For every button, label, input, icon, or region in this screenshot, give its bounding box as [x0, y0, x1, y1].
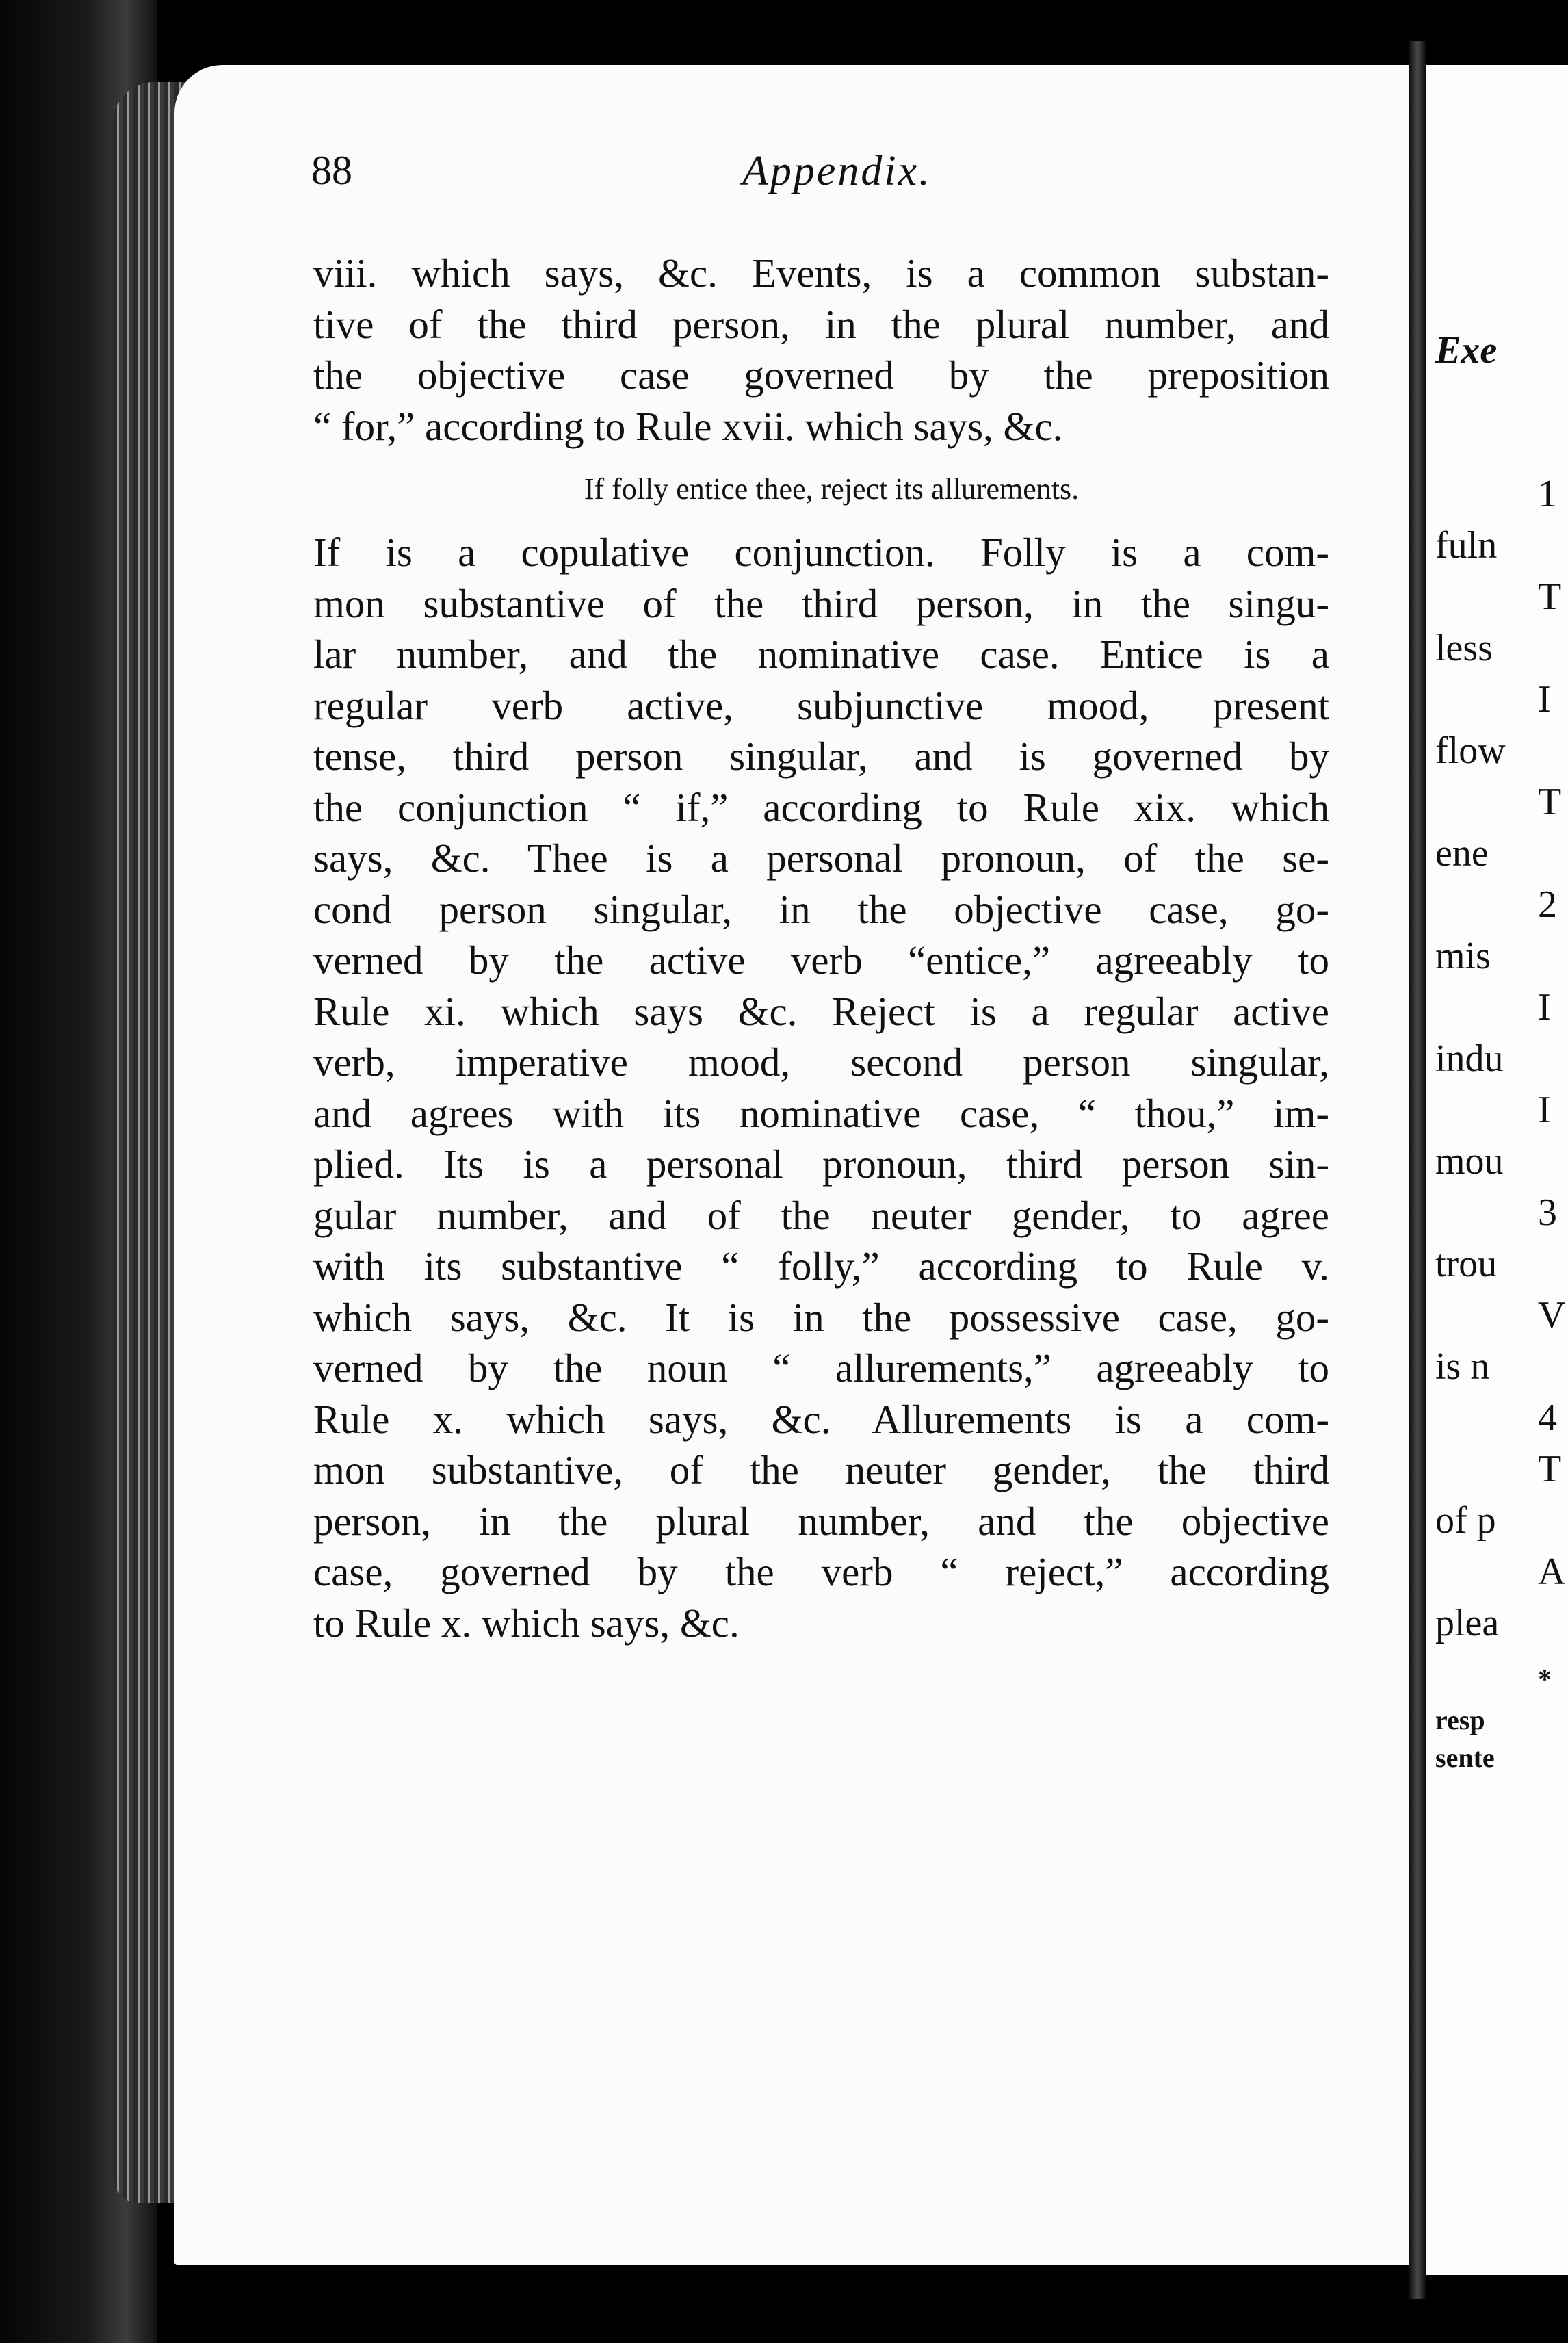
facing-line: is n [1435, 1345, 1490, 1388]
text-line: lar number, and the nominative case. Entice is a [313, 632, 1329, 677]
text-line: tense, third person singular, and is governed by [313, 734, 1329, 779]
text-line: says, &c. Thee is a personal pronoun, of the se- [313, 836, 1329, 881]
text-line: viii. which says, &c. Events, is a common substan- [313, 250, 1329, 296]
facing-line: A [1538, 1551, 1566, 1593]
text-line: and agrees with its nominative case, “ thou,” im- [313, 1090, 1329, 1136]
text-line: tive of the third person, in the plural number, and [313, 301, 1329, 347]
running-head: Appendix. [742, 148, 932, 194]
text-line: the conjunction “ if,” according to Rule xix. which [313, 784, 1329, 830]
text-line: case, governed by the verb “ reject,” according [313, 1549, 1329, 1594]
facing-line: flow [1435, 729, 1506, 772]
facing-line: 2 [1538, 883, 1557, 926]
text-line: plied. Its is a personal pronoun, third person sin- [313, 1141, 1329, 1187]
facing-page-heading: Exe [1435, 329, 1498, 372]
paragraph-1 [313, 248, 1329, 452]
facing-line: ene [1435, 832, 1489, 875]
facing-line: mou [1435, 1140, 1504, 1182]
facing-footnote: resp [1435, 1705, 1485, 1735]
page-body [313, 248, 1329, 1648]
book-gutter [1409, 41, 1426, 2299]
facing-line: I [1538, 1089, 1551, 1131]
text-line: with its substantive “ folly,” according to Rule v. [313, 1243, 1329, 1289]
facing-line: plea [1435, 1602, 1500, 1644]
facing-line: 4 [1538, 1397, 1557, 1439]
facing-line: I [1538, 986, 1551, 1028]
text-line: verb, imperative mood, second person singular, [313, 1039, 1329, 1085]
facing-line: of p [1435, 1499, 1496, 1542]
facing-line: V [1538, 1294, 1566, 1336]
facing-line: T [1538, 781, 1562, 823]
facing-line: I [1538, 678, 1551, 721]
example-sentence: If folly entice thee, reject its allurements. [584, 472, 1080, 506]
facing-line: T [1538, 1448, 1562, 1490]
text-line: person, in the plural number, and the objective [313, 1498, 1329, 1544]
text-line: verned by the active verb “entice,” agreeably to [313, 937, 1329, 983]
facing-line: 1 [1538, 473, 1557, 515]
text-line: which says, &c. It is in the possessive case, go- [313, 1294, 1329, 1340]
facing-line: trou [1435, 1243, 1498, 1285]
text-line: Rule xi. which says &c. Reject is a regular active [313, 988, 1329, 1034]
facing-line: indu [1435, 1037, 1504, 1080]
page-number: 88 [311, 148, 352, 193]
facing-footnote: sente [1435, 1742, 1495, 1773]
paragraph-2 [313, 527, 1329, 1648]
facing-line: fuln [1435, 524, 1498, 567]
facing-footnote: * [1538, 1664, 1552, 1694]
text-line: “ for,” according to Rule xvii. which says, &c. [313, 403, 1063, 449]
text-line: gular number, and of the neuter gender, to agree [313, 1192, 1329, 1238]
facing-line: mis [1435, 935, 1491, 977]
text-line: regular verb active, subjunctive mood, present [313, 682, 1329, 728]
text-line: If is a copulative conjunction. Folly is a com- [313, 530, 1329, 575]
text-line: cond person singular, in the objective case, go- [313, 886, 1329, 932]
text-line: verned by the noun “ allurements,” agreeably to [313, 1345, 1329, 1390]
text-line: Rule x. which says, &c. Allurements is a com- [313, 1396, 1329, 1442]
facing-line: 3 [1538, 1191, 1557, 1234]
text-line: mon substantive of the third person, in the singu- [313, 580, 1329, 626]
page-header [311, 147, 1324, 209]
text-line: mon substantive, of the neuter gender, the third [313, 1447, 1329, 1492]
facing-line: less [1435, 627, 1493, 669]
text-line: the objective case governed by the preposition [313, 352, 1329, 398]
text-line: to Rule x. which says, &c. [313, 1600, 740, 1646]
facing-line: T [1538, 575, 1562, 618]
